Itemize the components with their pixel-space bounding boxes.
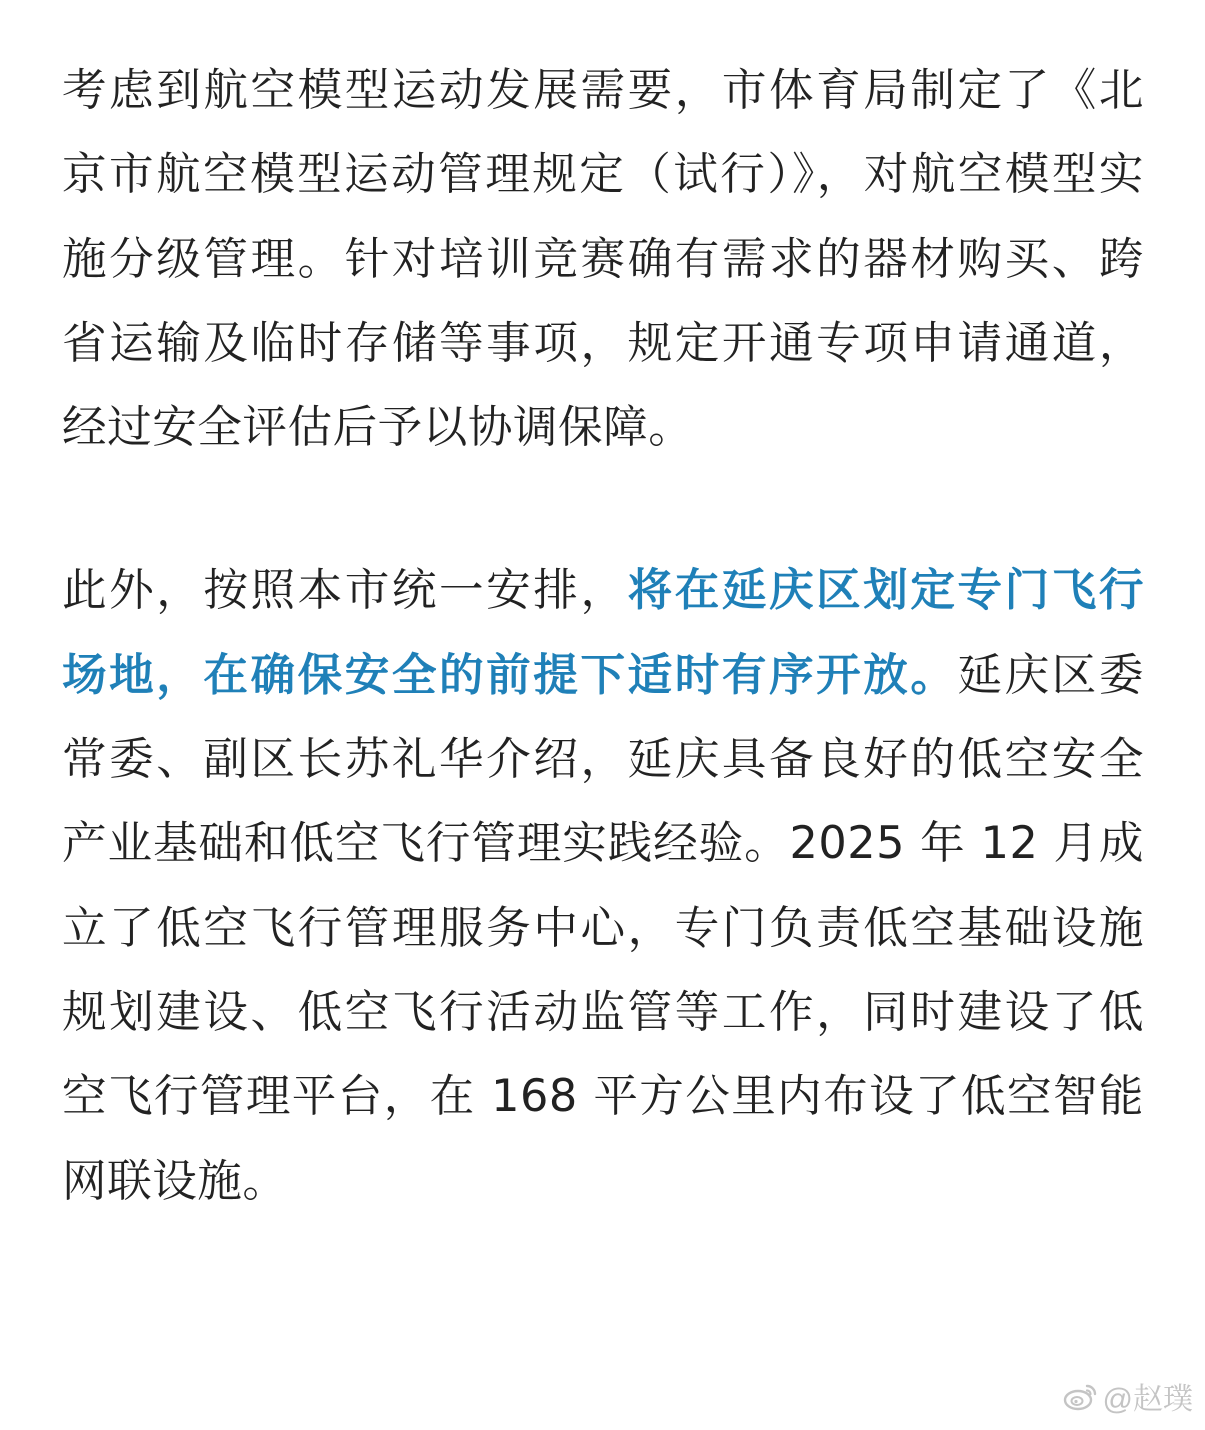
paragraph-2 — [62, 548, 1144, 1222]
paragraph-1-text: 考虑到航空模型运动发展需要，市体育局制定了《北京市航空模型运动管理规定（试行）》，对航空模型实施分级管理。针对培训竞赛确有需求的器材购买、跨省运输及临时存储等事项，规定开通专项申请通道，经过安全评估后予以协调保障。 — [62, 64, 1144, 454]
article-body — [62, 48, 1144, 1223]
highlighted-text: 将在延庆区划定专门飞行场地，在确保安全的前提下适时有序开放。 — [62, 564, 1144, 701]
paragraph-2-intro: 此外，按照本市统一安排， — [62, 564, 628, 617]
paragraph-2-body: 延庆区委常委、副区长苏礼华介绍，延庆具备良好的低空安全产业基础和低空飞行管理实践经验。2025 年 12 月成立了低空飞行管理服务中心，专门负责低空基础设施规划建设、低空飞行活动监管等工作，同时建设了低空飞行管理平台，在 168 平方公里内布设了低空智能网联设施。 — [62, 648, 1144, 1207]
weibo-watermark — [1063, 1374, 1193, 1418]
paragraph-1 — [62, 48, 1144, 469]
weibo-icon — [1063, 1381, 1099, 1411]
watermark-text: @赵璞 — [1102, 1383, 1193, 1416]
